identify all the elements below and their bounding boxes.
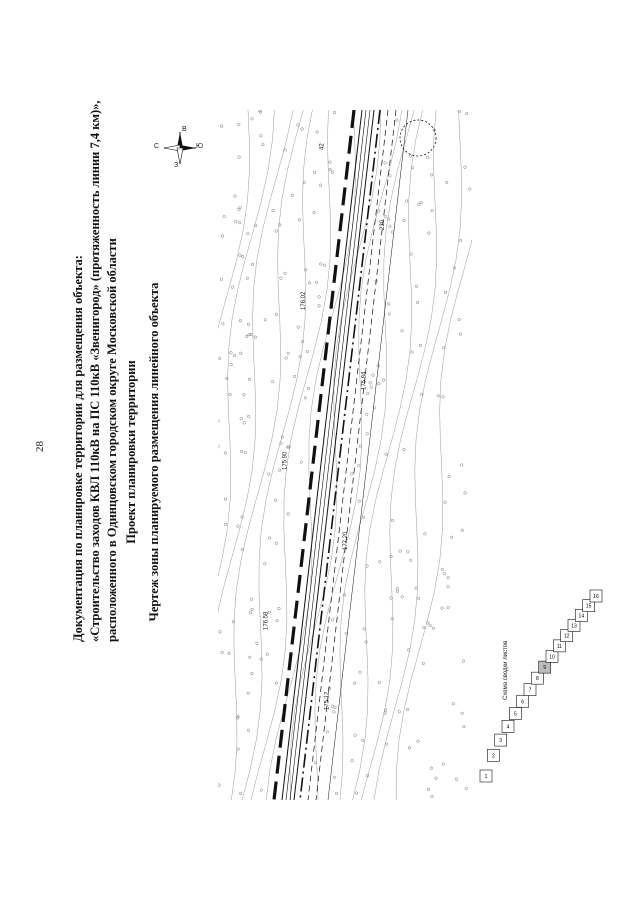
vegetation-dot <box>313 171 316 174</box>
vegetation-dot <box>461 529 464 532</box>
sheet-scheme-label: Схема сводки листов <box>503 640 509 700</box>
title-line-1: Документация по планировке территории для размещения объекта: <box>71 255 85 642</box>
vegetation-dot <box>248 378 251 381</box>
map-label: 175.12 <box>324 691 331 710</box>
vegetation-dot <box>230 363 233 366</box>
vegetation-dots <box>218 110 471 798</box>
vegetation-dot <box>318 305 321 308</box>
vegetation-dot <box>359 445 362 448</box>
vegetation-dot <box>323 264 326 267</box>
vegetation-dot <box>233 354 236 357</box>
sheet-cell <box>524 684 536 696</box>
vegetation-dot <box>441 568 444 571</box>
vegetation-dot <box>326 731 329 734</box>
contour-lines <box>218 110 472 800</box>
vegetation-dot <box>245 335 248 338</box>
contour-line <box>353 110 423 800</box>
vegetation-dot <box>422 662 425 665</box>
vegetation-dot <box>228 652 231 655</box>
sheet-cell-number: 15 <box>585 603 592 610</box>
vegetation-dot <box>447 577 450 580</box>
vegetation-dot <box>430 767 433 770</box>
vegetation-dot <box>280 277 283 280</box>
contour-line <box>231 110 303 800</box>
map-label: 176.02 <box>300 291 307 310</box>
sheet-cell-number: 8 <box>535 676 539 683</box>
vegetation-dot <box>331 619 334 622</box>
vegetation-dot <box>418 203 421 206</box>
sheet-cell-number: 14 <box>578 613 585 620</box>
contour-line <box>361 110 437 800</box>
sheet-cell <box>531 672 543 684</box>
vegetation-dot <box>459 239 462 242</box>
contour-line <box>218 110 250 800</box>
vegetation-dot <box>369 382 372 385</box>
title-line-2: «Строительство заходов КВЛ 110кВ на ПС 110кВ «Звенигород» (протяженность линии 7,4 км)», <box>88 100 102 642</box>
vegetation-dot <box>291 194 294 197</box>
vegetation-dot <box>442 346 445 349</box>
sheet-cell <box>590 590 602 602</box>
vegetation-dot <box>464 166 467 169</box>
vegetation-dot <box>410 253 413 256</box>
vegetation-dot <box>247 323 250 326</box>
vegetation-dot <box>333 711 336 714</box>
road-edge-line <box>308 110 388 800</box>
vegetation-dot <box>359 671 362 674</box>
sheet-cell <box>546 650 558 662</box>
vegetation-dot <box>243 393 246 396</box>
vegetation-dot <box>465 787 468 790</box>
vegetation-dot <box>442 763 445 766</box>
vegetation-dot <box>441 607 444 610</box>
vegetation-dot <box>237 748 240 751</box>
vegetation-dot <box>333 776 336 779</box>
vegetation-dot <box>297 124 300 127</box>
vegetation-dot <box>385 453 388 456</box>
planned-corridor <box>274 110 436 800</box>
vegetation-dot <box>366 413 369 416</box>
vegetation-dot <box>301 128 304 131</box>
vegetation-dot <box>447 585 450 588</box>
vegetation-dot <box>372 374 375 377</box>
vegetation-dot <box>366 432 369 435</box>
sheet-cell-number: 11 <box>556 643 562 650</box>
vegetation-dot <box>419 344 422 347</box>
vegetation-dot <box>391 519 394 522</box>
vegetation-dot <box>396 590 399 593</box>
map-label: 42 <box>319 143 326 150</box>
vegetation-dot <box>444 501 447 504</box>
contour-line <box>290 110 381 800</box>
sheet-cell-number: 4 <box>506 724 510 731</box>
vegetation-dot <box>224 498 227 501</box>
vegetation-dot <box>417 740 420 743</box>
vegetation-dot <box>427 788 430 791</box>
vegetation-dot <box>247 692 250 695</box>
vegetation-dot <box>266 653 269 656</box>
vegetation-dot <box>388 313 391 316</box>
vegetation-dot <box>442 396 445 399</box>
vegetation-dot <box>429 624 432 627</box>
sheet-scheme-svg <box>470 570 620 800</box>
vegetation-dot <box>458 318 461 321</box>
map-label: 177.20 <box>343 531 349 550</box>
compass-west-label: З <box>174 162 179 169</box>
vegetation-dot <box>272 209 275 212</box>
vegetation-dot <box>403 219 406 222</box>
vegetation-dot <box>303 181 306 184</box>
vegetation-dot <box>313 211 316 214</box>
vegetation-dot <box>297 326 300 329</box>
vegetation-dot <box>304 397 307 400</box>
sheet-cell-number: 7 <box>528 687 532 694</box>
vegetation-dot <box>231 286 234 289</box>
vegetation-dot <box>432 627 435 630</box>
sheet-cell-number: 1 <box>484 774 488 780</box>
vegetation-dot <box>363 628 366 631</box>
vegetation-dot <box>435 777 438 780</box>
vegetation-dot <box>238 221 241 224</box>
sheet-scheme <box>470 570 620 800</box>
vegetation-dot <box>281 436 284 439</box>
vegetation-dot <box>384 215 387 218</box>
vegetation-dot <box>240 417 243 420</box>
vegetation-dot <box>416 301 419 304</box>
vegetation-dot <box>256 642 259 645</box>
contour-line <box>396 110 472 800</box>
vegetation-dot <box>314 761 317 764</box>
sheet-cell <box>509 707 521 719</box>
vegetation-dot <box>276 619 279 622</box>
vegetation-dot <box>458 110 461 113</box>
compass-rose-icon <box>154 126 204 169</box>
vegetation-dot <box>460 464 463 467</box>
vegetation-dot <box>221 235 224 238</box>
map-label: 175.90 <box>282 451 289 470</box>
vegetation-dot <box>427 156 430 159</box>
vegetation-dot <box>351 759 354 762</box>
vegetation-dot <box>455 778 458 781</box>
vegetation-dot <box>243 422 246 425</box>
vegetation-dot <box>462 660 465 663</box>
vegetation-dot <box>249 611 252 614</box>
vegetation-dot <box>331 705 334 708</box>
vegetation-dot <box>448 475 451 478</box>
sheet-cell <box>495 734 507 746</box>
vegetation-dot <box>229 393 232 396</box>
vegetation-dot <box>353 682 356 685</box>
vegetation-dot <box>358 464 361 467</box>
vegetation-dot <box>362 739 365 742</box>
vegetation-dot <box>237 525 240 528</box>
compass-east-label: В <box>182 126 187 133</box>
vegetation-dot <box>391 617 394 620</box>
vegetation-dot <box>222 323 225 326</box>
vegetation-dot <box>246 277 249 280</box>
vegetation-dot <box>218 445 219 448</box>
sheet-cell-number: 6 <box>521 699 525 706</box>
vegetation-dot <box>247 232 250 235</box>
vegetation-dot <box>378 382 381 385</box>
vegetation-dot <box>219 631 222 634</box>
vegetation-dot <box>308 282 311 285</box>
vegetation-dot <box>307 387 310 390</box>
vegetation-dot <box>385 743 388 746</box>
vegetation-dot <box>469 188 472 191</box>
vegetation-dot <box>407 551 410 554</box>
vegetation-dot <box>251 118 254 121</box>
sheet-cell-number: 13 <box>571 623 577 630</box>
map-label: 230 <box>380 219 387 230</box>
sheet-cell <box>517 695 529 707</box>
vegetation-dot <box>399 550 402 553</box>
vegetation-dot <box>247 415 250 418</box>
vegetation-dot <box>428 232 431 235</box>
vegetation-dot <box>219 357 222 360</box>
vegetation-dot <box>408 747 411 750</box>
vegetation-dot <box>274 499 277 502</box>
vegetation-dot <box>260 789 263 792</box>
vegetation-dot <box>285 357 288 360</box>
vegetation-dot <box>275 230 278 233</box>
vegetation-dot <box>241 516 244 519</box>
vegetation-dot <box>331 171 334 174</box>
vegetation-dot <box>320 263 323 266</box>
vegetation-dot <box>417 597 420 600</box>
vegetation-dot <box>431 795 434 798</box>
contour-line <box>251 110 331 800</box>
sheet-cell <box>487 749 499 761</box>
vegetation-dot <box>268 537 271 540</box>
vegetation-dot <box>224 523 227 526</box>
vegetation-dot <box>284 149 287 152</box>
vegetation-dot <box>411 351 414 354</box>
vegetation-dot <box>362 516 365 519</box>
vegetation-dot <box>465 112 468 115</box>
sheet-cell-number: 2 <box>491 753 495 760</box>
vegetation-dot <box>260 135 263 138</box>
vegetation-dot <box>287 513 290 516</box>
vegetation-dot <box>431 209 434 212</box>
vegetation-dot <box>238 156 241 159</box>
vegetation-dot <box>239 352 242 355</box>
vegetation-dot <box>365 641 368 644</box>
vegetation-dot <box>239 254 242 257</box>
vegetation-dot <box>319 184 322 187</box>
vegetation-dot <box>251 608 254 611</box>
vegetation-dot <box>298 219 301 222</box>
vegetation-dot <box>420 201 423 204</box>
vegetation-dot <box>463 725 466 728</box>
vegetation-dot <box>238 123 241 126</box>
vegetation-dot <box>275 542 278 545</box>
vegetation-dot <box>223 215 226 218</box>
contour-line <box>218 110 274 800</box>
sheet-cell-number: 12 <box>563 633 570 640</box>
vegetation-dot <box>218 420 219 423</box>
sheet-cell-number: 10 <box>549 654 555 661</box>
page-number: 28 <box>34 441 46 452</box>
vegetation-dot <box>284 272 287 275</box>
vegetation-dot <box>268 473 271 476</box>
vegetation-dot <box>221 651 224 654</box>
sheet-cell-number: 16 <box>593 594 599 600</box>
vegetation-dot <box>354 734 357 737</box>
vegetation-dot <box>306 350 309 353</box>
vegetation-dot <box>333 111 336 114</box>
vegetation-dot <box>444 291 447 294</box>
vegetation-dot <box>450 536 453 539</box>
vegetation-dot <box>459 333 462 336</box>
substation-outline <box>400 120 436 156</box>
vegetation-dot <box>384 162 387 165</box>
vegetation-dot <box>382 379 385 382</box>
vegetation-dot <box>335 792 338 795</box>
vegetation-dot <box>370 386 373 389</box>
sheet-cell-number: 5 <box>513 711 517 718</box>
vegetation-dot <box>230 351 233 354</box>
vegetation-dot <box>406 708 409 711</box>
vegetation-dot <box>329 168 332 171</box>
vegetation-dot <box>422 626 425 629</box>
vegetation-dot <box>234 195 237 198</box>
vegetation-dot <box>396 587 399 590</box>
vegetation-dot <box>398 710 401 713</box>
vegetation-dot <box>300 461 303 464</box>
sheet-cell <box>502 720 514 732</box>
vegetation-dot <box>271 380 274 383</box>
vegetation-dot <box>239 792 242 795</box>
sheet-cell-number: 3 <box>499 738 503 745</box>
vegetation-dot <box>351 473 354 476</box>
corridor-line <box>294 110 374 800</box>
vegetation-dot <box>464 492 467 495</box>
vegetation-dot <box>239 319 242 322</box>
vegetation-dot <box>437 395 440 398</box>
vegetation-dot <box>443 572 446 575</box>
vegetation-dot <box>240 450 243 453</box>
title-line-4: Проект планировки территории <box>124 360 138 544</box>
vegetation-dot <box>315 281 318 284</box>
title-block <box>70 100 163 642</box>
vegetation-dot <box>250 598 253 601</box>
corridor-line <box>282 110 362 800</box>
vegetation-dot <box>445 181 448 184</box>
vegetation-dot <box>334 706 337 709</box>
vegetation-dot <box>424 533 427 536</box>
vegetation-dot <box>275 682 278 685</box>
vegetation-dot <box>452 702 455 705</box>
vegetation-dot <box>278 469 281 472</box>
vegetation-dot <box>241 255 244 258</box>
sheet-cell <box>480 770 492 782</box>
vegetation-dot <box>329 161 332 164</box>
vegetation-dot <box>379 561 382 564</box>
vegetation-dot <box>251 672 254 675</box>
sheet-cell-number: 9 <box>543 665 547 672</box>
compass-south-label: Ю <box>196 143 204 150</box>
compass-north-label: С <box>154 143 160 150</box>
vegetation-dot <box>260 658 263 661</box>
vegetation-dot <box>264 319 267 322</box>
vegetation-dot <box>415 285 418 288</box>
vegetation-dot <box>262 143 265 146</box>
vegetation-dot <box>389 175 392 178</box>
vegetation-dot <box>355 792 358 795</box>
map-drawing <box>218 110 472 800</box>
vegetation-dot <box>218 784 220 787</box>
vegetation-dot <box>254 336 257 339</box>
vegetation-dot <box>378 681 381 684</box>
vegetation-dot <box>318 296 321 299</box>
vegetation-dot <box>387 303 390 306</box>
vegetation-dot <box>278 607 281 610</box>
vegetation-dot <box>263 562 266 565</box>
vegetation-dot <box>275 313 278 316</box>
vegetation-dot <box>405 200 408 203</box>
vegetation-dot <box>461 712 464 715</box>
vegetation-dot <box>220 125 223 128</box>
map-label: 175.84 <box>361 371 368 390</box>
vegetation-dot <box>220 278 223 281</box>
vegetation-dot <box>316 131 319 134</box>
vegetation-dot <box>293 375 296 378</box>
vegetation-dot <box>247 729 250 732</box>
title-line-5: Чертеж зоны планируемого размещения линейного объекта <box>147 282 161 622</box>
vegetation-dot <box>358 500 361 503</box>
title-line-3: расположенного в Одинцовском городском округе Московской области <box>105 238 119 642</box>
vegetation-dot <box>244 451 247 454</box>
vegetation-dot <box>430 174 433 177</box>
vegetation-dot <box>447 606 450 609</box>
vegetation-dot <box>249 656 252 659</box>
vegetation-dot <box>401 330 404 333</box>
vegetation-dot <box>224 452 227 455</box>
vegetation-dot <box>304 269 307 272</box>
vegetation-dot <box>415 587 418 590</box>
vegetation-dot <box>409 155 412 158</box>
vegetation-dot <box>251 263 254 266</box>
vegetation-dot <box>235 220 238 223</box>
sheet-cell <box>539 661 551 673</box>
vegetation-dot <box>410 559 413 562</box>
vegetation-dot <box>396 119 399 122</box>
map-label: 176.58 <box>263 611 270 630</box>
vegetation-dot <box>401 596 404 599</box>
vegetation-dot <box>403 448 406 451</box>
map-svg <box>218 110 472 800</box>
vegetation-dot <box>278 224 281 227</box>
vegetation-dot <box>366 392 369 395</box>
vegetation-dot <box>389 225 392 228</box>
vegetation-dot <box>287 352 290 355</box>
